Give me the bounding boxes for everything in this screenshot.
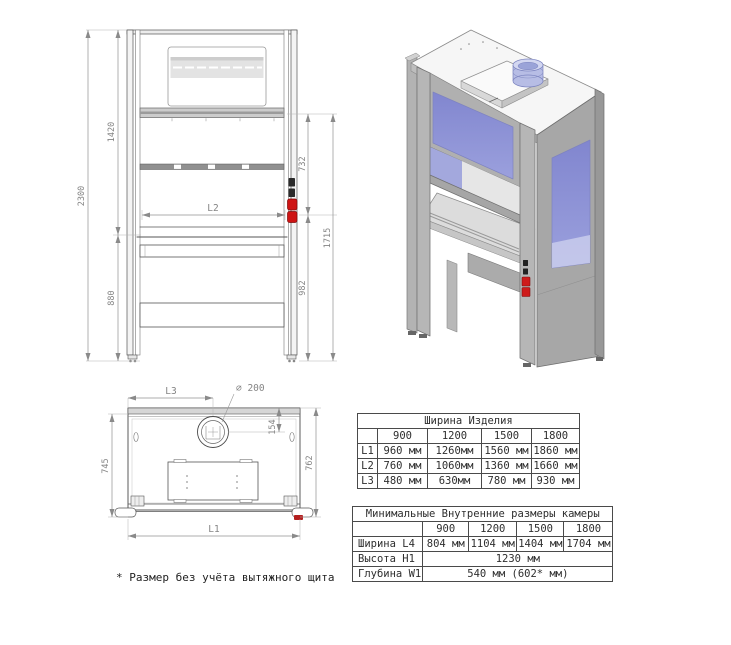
dim-l1: L1 bbox=[208, 524, 220, 535]
col-header: 1500 bbox=[517, 522, 564, 537]
socket-red bbox=[522, 288, 530, 297]
front-view-drawing bbox=[75, 14, 345, 370]
product-width-table bbox=[357, 413, 580, 489]
dim-total-height: 2300 bbox=[77, 185, 87, 207]
col-header: 1800 bbox=[532, 429, 580, 444]
col-header: 1800 bbox=[564, 522, 613, 537]
dim-depth-left: 745 bbox=[101, 458, 111, 474]
switch-black bbox=[289, 178, 296, 187]
dim-l2: L2 bbox=[207, 203, 219, 214]
front-left-column bbox=[417, 67, 430, 336]
airfoil-bar bbox=[140, 164, 284, 170]
col-header: 900 bbox=[423, 522, 469, 537]
feet bbox=[128, 355, 296, 362]
top-view-drawing bbox=[95, 378, 340, 558]
table-row: L1 960 мм 1260мм 1560 мм 1860 мм bbox=[358, 444, 580, 459]
left-upright bbox=[127, 30, 133, 355]
front-view-cabinet bbox=[127, 30, 297, 362]
right-side-panel bbox=[537, 89, 604, 367]
apron-panel bbox=[140, 245, 284, 257]
dim-sash-height: 732 bbox=[298, 156, 308, 172]
table-row: Ширина L4 804 мм 1104 мм 1404 мм 1704 мм bbox=[353, 537, 613, 552]
table-title: Ширина Изделия bbox=[358, 414, 580, 429]
exhaust-collar bbox=[513, 59, 543, 87]
table-row: L3 480 мм 630мм 780 мм 930 мм bbox=[358, 474, 580, 489]
dim-diameter: ⌀ 200 bbox=[236, 383, 265, 394]
socket-red bbox=[294, 515, 303, 520]
lower-panel bbox=[140, 303, 284, 327]
col-header: 1200 bbox=[428, 429, 482, 444]
iso-view-drawing bbox=[385, 15, 650, 395]
table-title: Минимальные Внутренние размеры камеры bbox=[353, 507, 613, 522]
dim-worktop-height: 982 bbox=[298, 280, 308, 296]
socket-red bbox=[288, 199, 298, 210]
col-header: 900 bbox=[378, 429, 428, 444]
exhaust-port-circle bbox=[198, 417, 229, 448]
socket-red bbox=[522, 277, 530, 286]
dim-depth-right: 762 bbox=[305, 455, 315, 471]
sash-rail bbox=[140, 108, 284, 121]
dim-upper: 1420 bbox=[107, 121, 117, 143]
socket-red bbox=[288, 212, 298, 223]
back-left-pillar bbox=[407, 55, 417, 333]
table-row: L2 760 мм 1060мм 1360 мм 1660 мм bbox=[358, 459, 580, 474]
iso-fume-hood bbox=[405, 30, 604, 367]
dim-offset: 154 bbox=[268, 419, 278, 435]
footnote: * Размер без учёта вытяжного щита bbox=[116, 571, 335, 584]
switch-black bbox=[289, 189, 296, 198]
chamber-size-table bbox=[352, 506, 613, 582]
back-left-leg bbox=[447, 260, 457, 332]
dim-l3: L3 bbox=[165, 386, 177, 397]
table-row: Глубина W1 540 мм (602* мм) bbox=[353, 567, 613, 582]
col-header: 1500 bbox=[482, 429, 532, 444]
dim-opening-height: 1715 bbox=[323, 227, 333, 249]
electrical-box bbox=[168, 460, 258, 503]
front-right-column bbox=[520, 123, 535, 365]
table-row: Высота H1 1230 мм bbox=[353, 552, 613, 567]
back-right-post bbox=[595, 89, 604, 359]
sash-window bbox=[168, 47, 266, 106]
col-header: 1200 bbox=[469, 522, 517, 537]
dim-lower: 880 bbox=[107, 290, 117, 306]
top-view-body bbox=[115, 408, 313, 520]
